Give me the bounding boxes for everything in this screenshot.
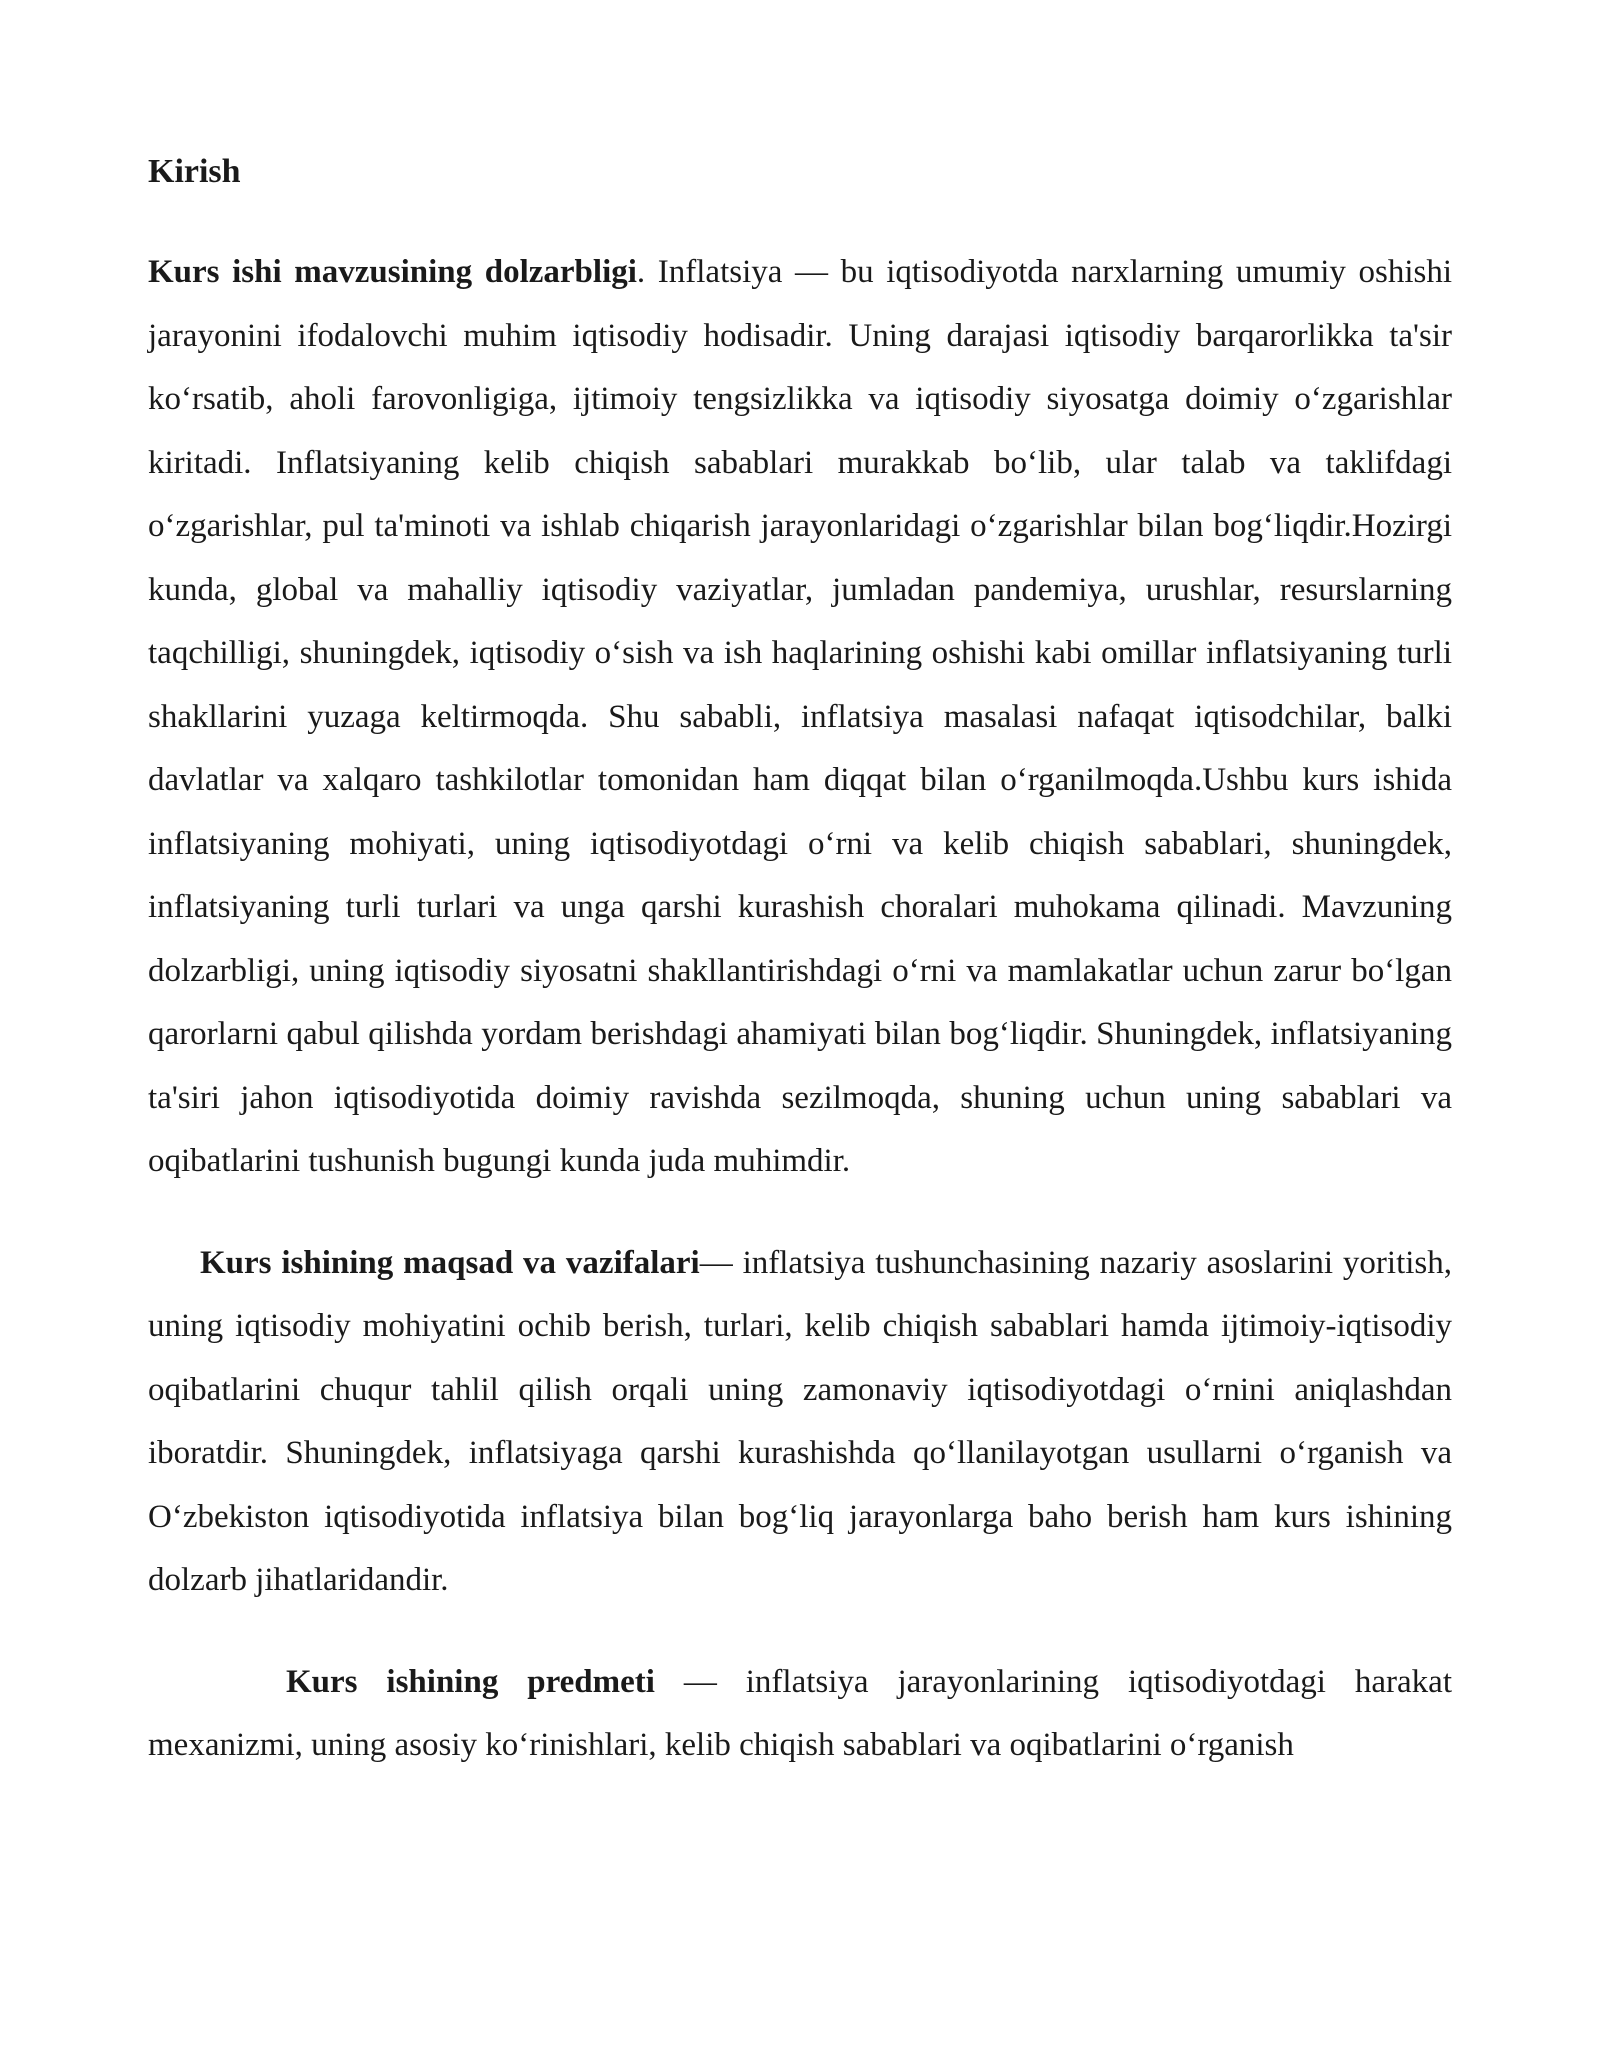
paragraph-relevance [148,241,1452,1194]
paragraph-goals-text: — inflatsiya tushunchasining nazariy asoslarini yoritish, uning iqtisodiy mohiyatini ochib berish, turlari, kelib chiqish sabablari hamda ijtimoiy-iqtisodiy oqibatlarini chuqur tahlil qilish orqali uning zamonaviy iqtisodiyotdagi oʻrnini aniqlashdan iboratdir. Shuningdek, inflatsiyaga qarshi kurashishda qoʻllanilayotgan usullarni oʻrganish va Oʻzbekiston iqtisodiyotida inflatsiya bilan bogʻliq jarayonlarga baho berish ham kurs ishining dolzarb jihatlaridandir. [148,1244,1452,1598]
paragraph-goals [148,1232,1452,1613]
paragraph-subject-title: Kurs ishining predmeti [286,1663,655,1700]
document-page [148,140,1452,1816]
paragraph-subject [148,1651,1452,1778]
section-heading: Kirish [148,153,241,190]
paragraph-subject-text: — inflatsiya jarayonlarining iqtisodiyotdagi harakat mexanizmi, uning asosiy koʻrinishlari, kelib chiqish sabablari va oqibatlarini oʻrganish [148,1663,1452,1763]
paragraph-relevance-text: . Inflatsiya — bu iqtisodiyotda narxlarning umumiy oshishi jarayonini ifodalovchi muhim iqtisodiy hodisadir. Uning darajasi iqtisodiy barqarorlikka ta'sir koʻrsatib, aholi farovonligiga, ijtimoiy tengsizlikka va iqtisodiy siyosatga doimiy oʻzgarishlar kiritadi. Inflatsiyaning kelib chiqish sabablari murakkab boʻlib, ular talab va taklifdagi oʻzgarishlar, pul ta'minoti va ishlab chiqarish jarayonlaridagi oʻzgarishlar bilan bogʻliqdir.Hozirgi kunda, global va mahalliy iqtisodiy vaziyatlar, jumladan pandemiya, urushlar, resurslarning taqchilligi, shuningdek, iqtisodiy oʻsish va ish haqlarining oshishi kabi omillar inflatsiyaning turli shakllarini yuzaga keltirmoqda. Shu sababli, inflatsiya masalasi nafaqat iqtisodchilar, balki davlatlar va xalqaro tashkilotlar tomonidan ham diqqat bilan oʻrganilmoqda.Ushbu kurs ishida inflatsiyaning mohiyati, uning iqtisodiyotdagi oʻrni va kelib chiqish sabablari, shuningdek, inflatsiyaning turli turlari va unga qarshi kurashish choralari muhokama qilinadi. Mavzuning dolzarbligi, uning iqtisodiy siyosatni shakllantirishdagi oʻrni va mamlakatlar uchun zarur boʻlgan qarorlarni qabul qilishda yordam berishdagi ahamiyati bilan bogʻliqdir. Shuningdek, inflatsiyaning ta'siri jahon iqtisodiyotida doimiy ravishda sezilmoqda, shuning uchun uning sabablari va oqibatlarini tushunish bugungi kunda juda muhimdir. [148,254,1453,1179]
paragraph-goals-title: Kurs ishining maqsad va vazifalari [200,1244,700,1281]
paragraph-relevance-title: Kurs ishi mavzusining dolzarbligi [148,254,637,290]
